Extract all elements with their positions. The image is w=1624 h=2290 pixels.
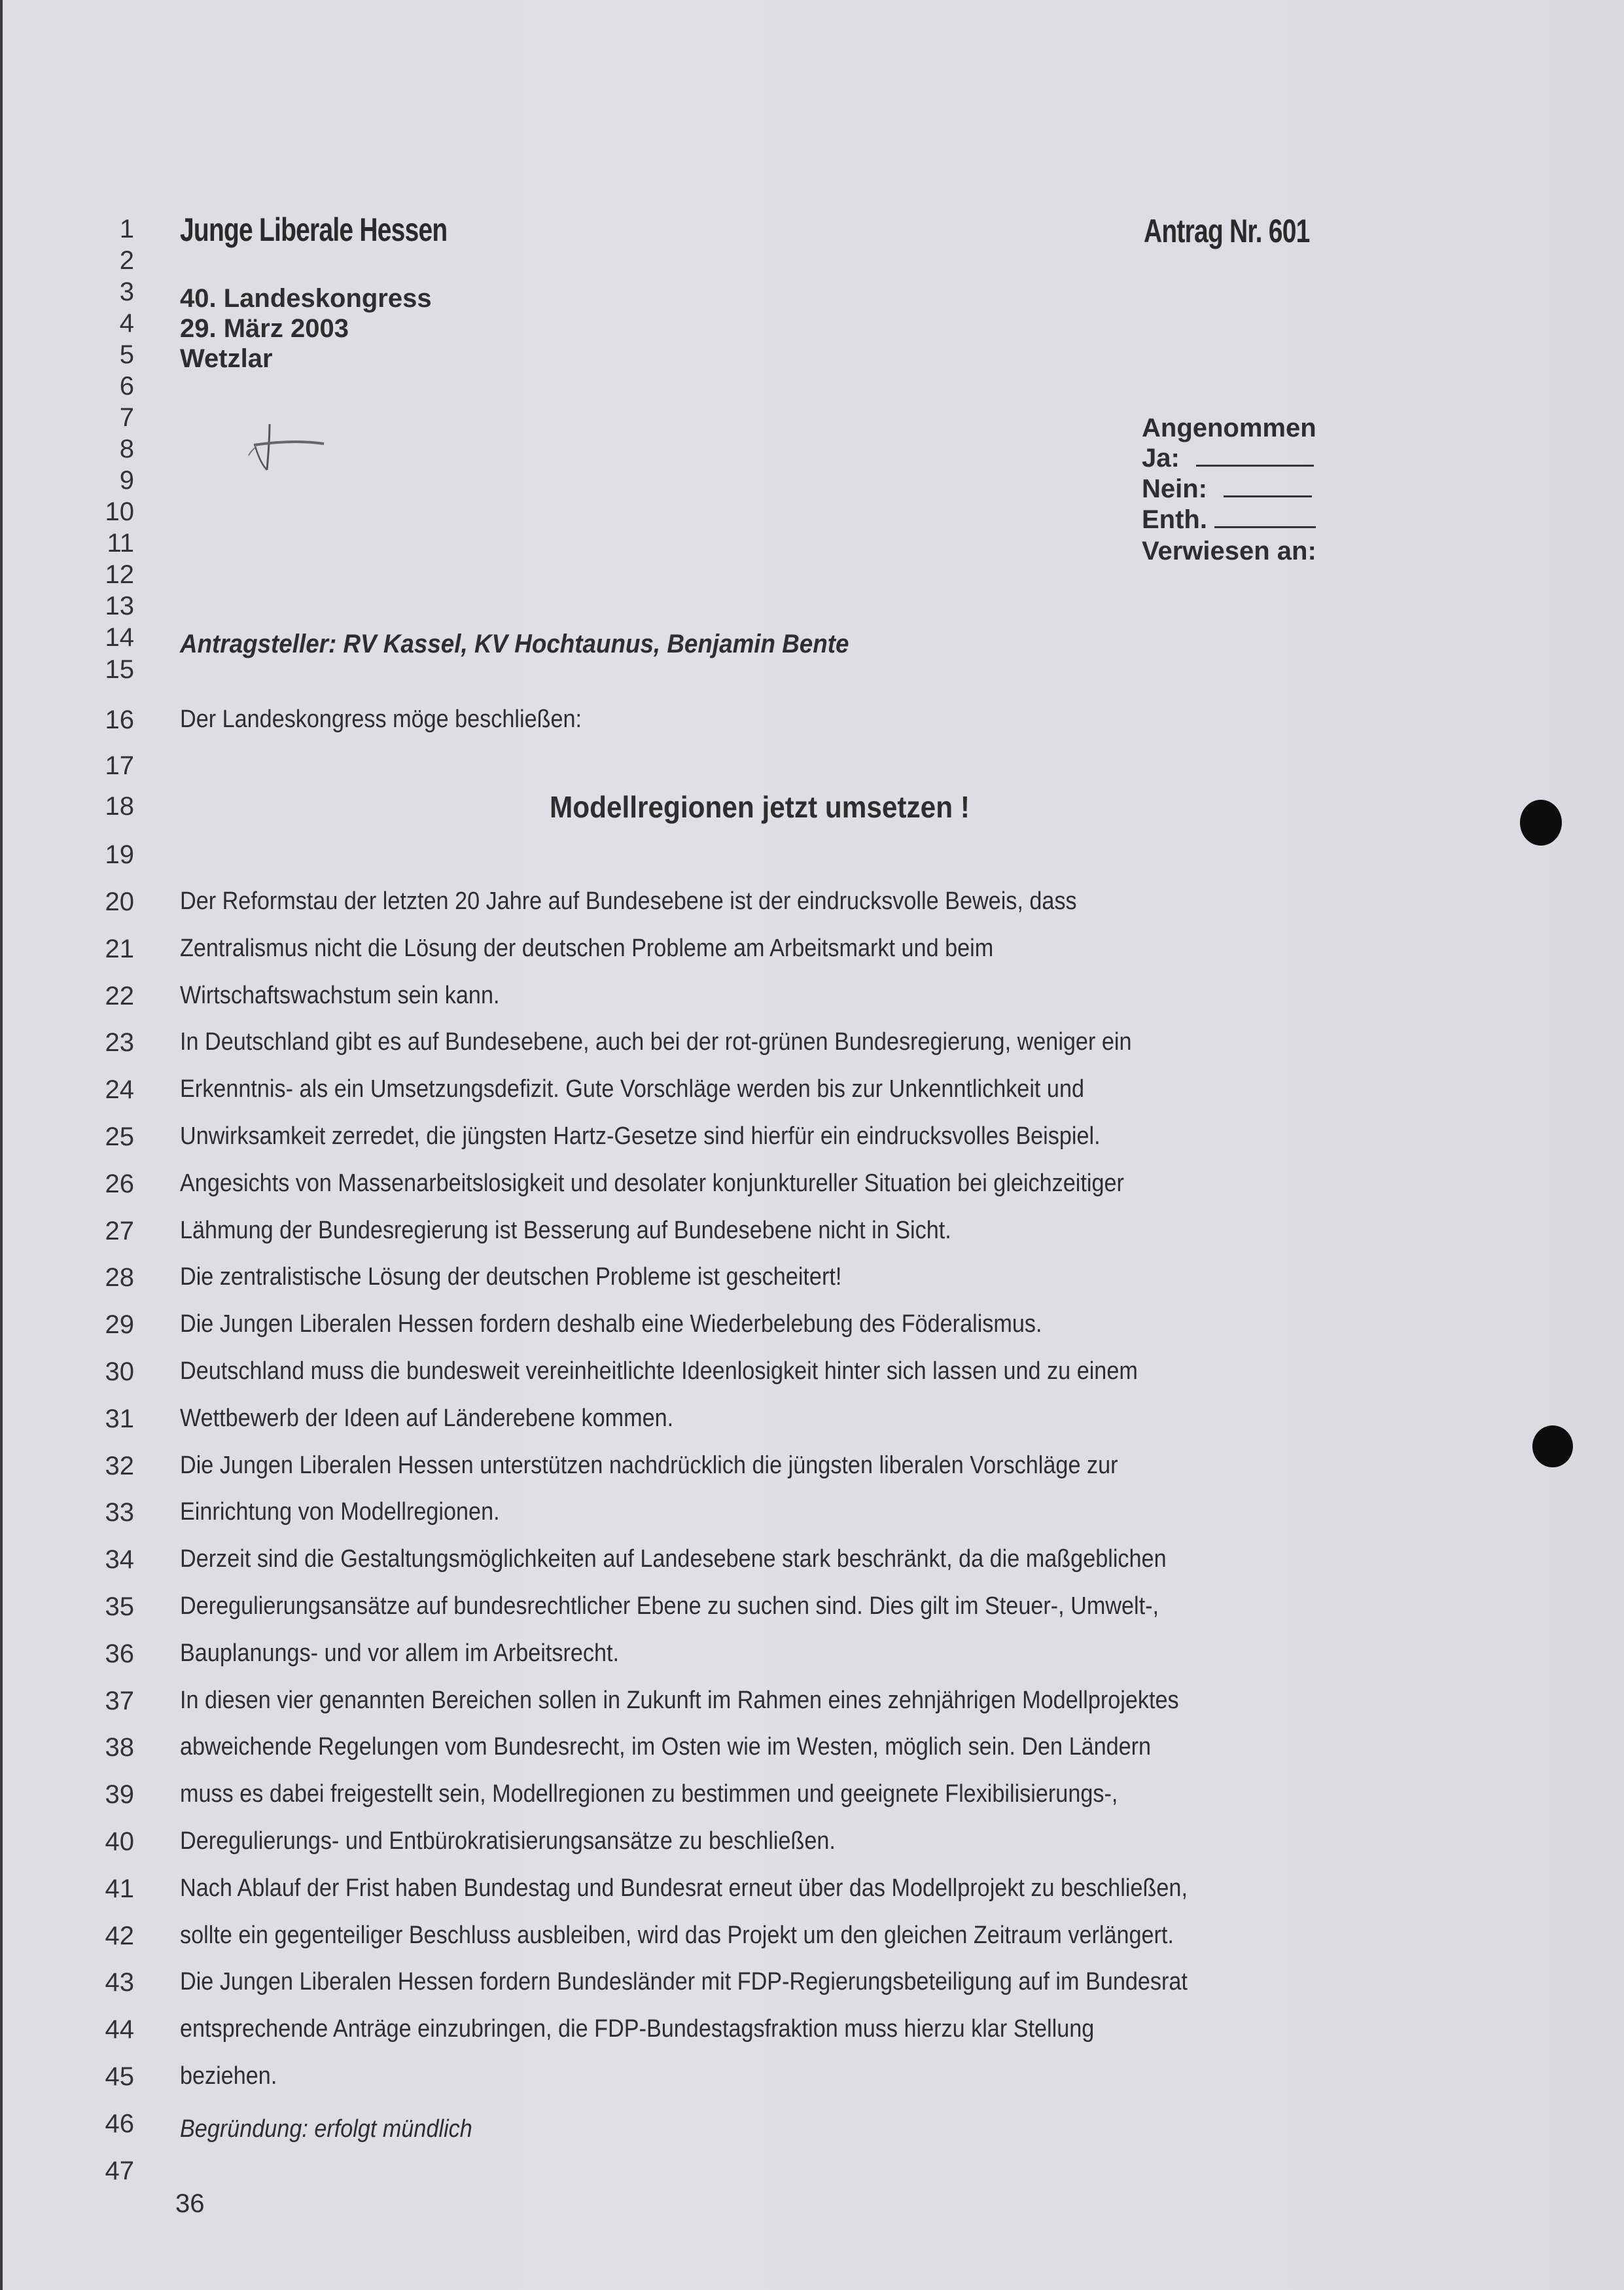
body-line: Lähmung der Bundesregierung ist Besserung auf Bundesebene nicht in Sicht. xyxy=(180,1216,951,1244)
line-number: 4 xyxy=(119,309,134,338)
line-number: 17 xyxy=(105,751,134,780)
line-number: 38 xyxy=(105,1733,134,1762)
page-edge-shadow xyxy=(0,0,3,2290)
vote-no-row xyxy=(1142,476,1312,502)
body-line: muss es dabei freigestellt sein, Modellregionen zu bestimmen und geeignete Flexibilisierungs-, xyxy=(180,1780,1118,1808)
line-number: 19 xyxy=(105,840,134,869)
vote-yes-label: Ja: xyxy=(1142,444,1180,473)
line-number: 26 xyxy=(105,1169,134,1198)
body-line: beziehen. xyxy=(180,2062,277,2090)
body-line: Die Jungen Liberalen Hessen fordern Bundesländer mit FDP-Regierungsbeteiligung auf im Bundesrat xyxy=(180,1968,1188,1996)
line-number: 46 xyxy=(105,2109,134,2138)
event-date: 29. März 2003 xyxy=(180,314,349,343)
body-line: Bauplanungs- und vor allem im Arbeitsrecht. xyxy=(180,1639,620,1667)
punch-hole-icon xyxy=(1520,800,1562,846)
justification: Begründung: erfolgt mündlich xyxy=(180,2115,472,2143)
vote-referred-label: Verwiesen an: xyxy=(1142,537,1316,565)
line-number: 43 xyxy=(105,1968,134,1997)
body-line: sollte ein gegenteiliger Beschluss ausbleiben, wird das Projekt um den gleichen Zeitraum verlängert. xyxy=(180,1921,1174,1949)
line-number: 20 xyxy=(105,887,134,916)
body-line: Der Reformstau der letzten 20 Jahre auf Bundesebene ist der eindrucksvolle Beweis, dass xyxy=(180,887,1077,915)
line-number: 7 xyxy=(119,403,134,432)
line-number: 44 xyxy=(105,2015,134,2045)
organization-name: Junge Liberale Hessen xyxy=(180,211,448,248)
line-number: 30 xyxy=(105,1357,134,1386)
line-number: 41 xyxy=(105,1874,134,1903)
punch-hole-icon xyxy=(1532,1425,1573,1467)
vote-no-label: Nein: xyxy=(1142,474,1207,503)
body-line: Unwirksamkeit zerredet, die jüngsten Hartz-Gesetze sind hierfür ein eindrucksvolles Beispiel. xyxy=(180,1122,1101,1150)
vote-yes-field[interactable] xyxy=(1196,462,1314,467)
body-line: Die Jungen Liberalen Hessen fordern deshalb eine Wiederbelebung des Föderalismus. xyxy=(180,1310,1042,1338)
line-number: 13 xyxy=(105,592,134,620)
line-number: 39 xyxy=(105,1780,134,1810)
vote-abstain-label: Enth. xyxy=(1142,505,1207,534)
line-number: 36 xyxy=(105,1639,134,1668)
vote-no-field[interactable] xyxy=(1224,493,1312,497)
body-line: Wettbewerb der Ideen auf Länderebene kommen. xyxy=(180,1404,674,1432)
body-line: Die Jungen Liberalen Hessen unterstützen nachdrücklich die jüngsten liberalen Vorschläge zur xyxy=(180,1451,1118,1479)
body-line: Deutschland muss die bundesweit vereinheitlichte Ideenlosigkeit hinter sich lassen und zu einem xyxy=(180,1357,1138,1385)
line-number: 24 xyxy=(105,1075,134,1105)
vote-abstain-row xyxy=(1142,507,1316,533)
line-number: 9 xyxy=(119,466,134,495)
line-number: 32 xyxy=(105,1451,134,1480)
line-number: 28 xyxy=(105,1263,134,1293)
event-location: Wetzlar xyxy=(180,344,273,373)
body-line: Deregulierungsansätze auf bundesrechtlicher Ebene zu suchen sind. Dies gilt im Steuer-, Umwelt-, xyxy=(180,1592,1159,1620)
line-number: 31 xyxy=(105,1404,134,1433)
body-line: Derzeit sind die Gestaltungsmöglichkeiten auf Landesebene stark beschränkt, da die maßgeblichen xyxy=(180,1545,1167,1573)
body-line: Angesichts von Massenarbeitslosigkeit und desolater konjunktureller Situation bei gleichzeitiger xyxy=(180,1169,1124,1197)
line-number: 22 xyxy=(105,981,134,1011)
vote-yes-row xyxy=(1142,445,1314,471)
body-line: Wirtschaftswachstum sein kann. xyxy=(180,981,500,1009)
line-number: 42 xyxy=(105,1921,134,1950)
resolution-intro: Der Landeskongress möge beschließen: xyxy=(180,706,582,733)
body-line: Die zentralistische Lösung der deutschen Probleme ist gescheitert! xyxy=(180,1263,842,1291)
handwritten-mark-icon xyxy=(236,419,347,491)
line-number: 27 xyxy=(105,1216,134,1245)
line-number: 18 xyxy=(105,792,134,821)
line-number: 45 xyxy=(105,2062,134,2091)
line-number: 29 xyxy=(105,1310,134,1340)
line-number: 37 xyxy=(105,1686,134,1715)
line-number: 16 xyxy=(105,706,134,734)
line-number: 1 xyxy=(119,215,134,243)
line-number: 8 xyxy=(119,435,134,463)
body-line: Einrichtung von Modellregionen. xyxy=(180,1498,500,1526)
line-number: 21 xyxy=(105,934,134,963)
line-number: 23 xyxy=(105,1028,134,1058)
line-number: 34 xyxy=(105,1545,134,1575)
body-line: Erkenntnis- als ein Umsetzungsdefizit. Gute Vorschläge werden bis zur Unkenntlichkeit und xyxy=(180,1075,1085,1103)
line-number: 6 xyxy=(119,372,134,401)
body-line: Deregulierungs- und Entbürokratisierungsansätze zu beschließen. xyxy=(180,1827,836,1855)
page-number: 36 xyxy=(175,2189,205,2218)
body-line: entsprechende Anträge einzubringen, die FDP-Bundestagsfraktion muss hierzu klar Stellung xyxy=(180,2015,1095,2043)
body-line: Zentralismus nicht die Lösung der deutschen Probleme am Arbeitsmarkt und beim xyxy=(180,934,994,962)
proposer-line: Antragsteller: RV Kassel, KV Hochtaunus, Benjamin Bente xyxy=(180,630,849,658)
line-number: 47 xyxy=(105,2156,134,2185)
line-number: 10 xyxy=(105,497,134,526)
line-number: 14 xyxy=(105,623,134,652)
body-line: abweichende Regelungen vom Bundesrecht, im Osten wie im Westen, möglich sein. Den Ländern xyxy=(180,1733,1152,1761)
event-name: 40. Landeskongress xyxy=(180,284,432,313)
line-number: 15 xyxy=(105,655,134,684)
line-number: 40 xyxy=(105,1827,134,1856)
body-line: In diesen vier genannten Bereichen sollen in Zukunft im Rahmen eines zehnjährigen Modellprojektes xyxy=(180,1686,1179,1714)
body-line: In Deutschland gibt es auf Bundesebene, auch bei der rot-grünen Bundesregierung, weniger ein xyxy=(180,1028,1132,1056)
motion-number: Antrag Nr. 601 xyxy=(1144,213,1310,249)
motion-title: Modellregionen jetzt umsetzen ! xyxy=(550,790,970,824)
vote-status-label: Angenommen xyxy=(1142,414,1316,442)
line-number: 12 xyxy=(105,560,134,589)
line-number: 25 xyxy=(105,1122,134,1151)
line-number: 11 xyxy=(107,529,134,558)
line-number: 33 xyxy=(105,1498,134,1528)
line-number: 35 xyxy=(105,1592,134,1621)
line-number: 2 xyxy=(119,246,134,275)
body-line: Nach Ablauf der Frist haben Bundestag und Bundesrat erneut über das Modellprojekt zu beschließen, xyxy=(180,1874,1188,1902)
vote-abstain-field[interactable] xyxy=(1214,524,1316,528)
line-number: 5 xyxy=(119,340,134,369)
line-number: 3 xyxy=(119,277,134,306)
